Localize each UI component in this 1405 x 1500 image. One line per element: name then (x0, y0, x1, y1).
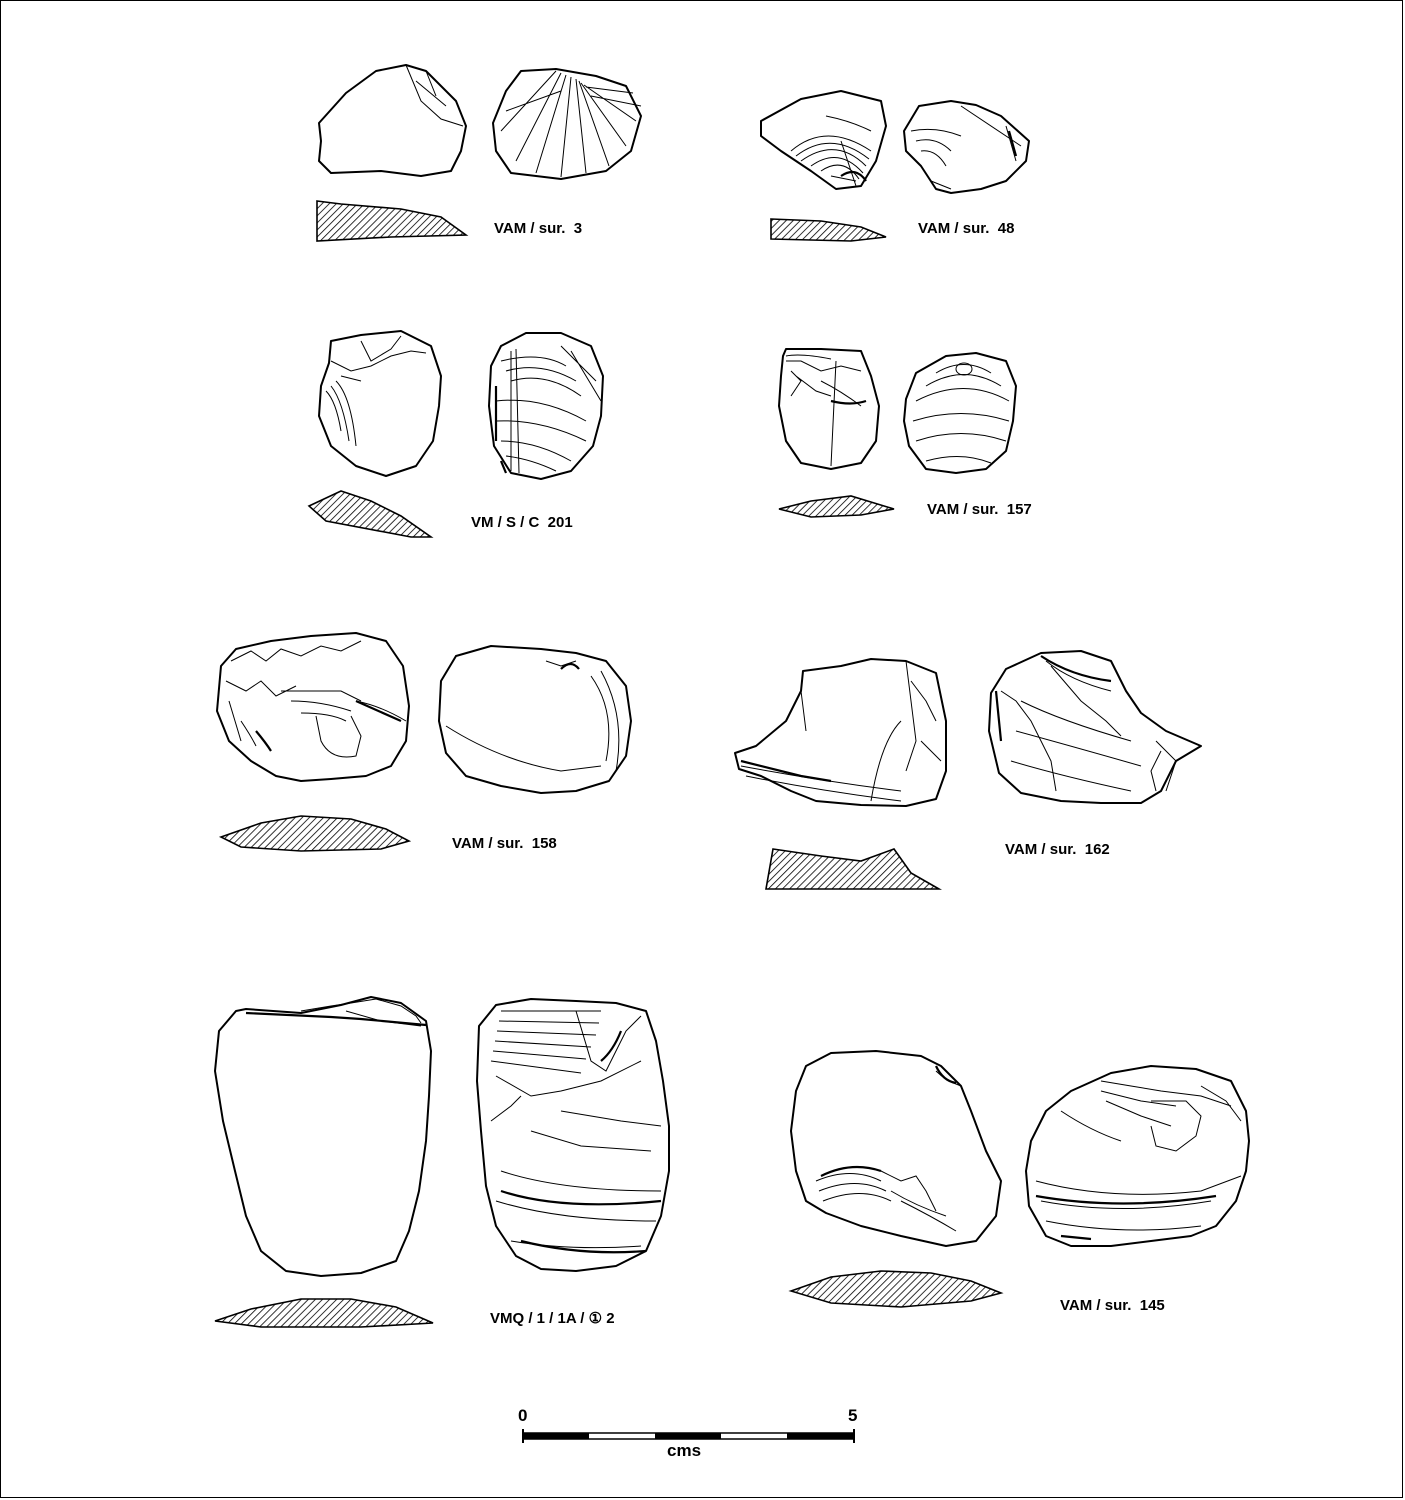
artifact-2-label: VAM / sur. 48 (918, 220, 1015, 237)
artifact-7-section (215, 1299, 433, 1327)
artifact-1-label: VAM / sur. 3 (494, 220, 583, 237)
artifact-3-drawing (309, 331, 603, 537)
artifact-5-ventral (439, 646, 631, 793)
artifact-8-section (791, 1271, 1001, 1307)
artifact-4-ventral (904, 353, 1016, 473)
artifact-8-ventral (791, 1051, 1001, 1246)
artifact-6-section (766, 849, 939, 889)
artifact-5-section (221, 816, 409, 851)
artifact-7-label: VMQ / 1 / 1A / ① 2 (490, 1310, 615, 1327)
artifact-6-ventral (735, 659, 946, 806)
artifact-7-dorsal (215, 997, 431, 1276)
artifact-1-drawing (317, 65, 641, 241)
artifact-5-dorsal (217, 633, 409, 781)
artifact-3-section (309, 491, 431, 537)
scale-start-label: 0 (518, 1406, 528, 1425)
artifact-1-section (317, 201, 466, 241)
artifact-4-section (779, 496, 894, 517)
artifact-2-ventral (904, 101, 1029, 193)
artifact-8-dorsal (1026, 1066, 1249, 1246)
artifact-5-drawing (217, 633, 631, 851)
artifact-3-label: VM / S / C 201 (471, 514, 573, 531)
artifact-7-ventral (477, 999, 669, 1271)
artifact-drawings (1, 1, 1404, 1499)
artifact-4-dorsal (779, 349, 879, 469)
artifact-6-drawing (735, 651, 1201, 889)
artifact-2-drawing (761, 91, 1029, 241)
artifact-5-label: VAM / sur. 158 (452, 835, 557, 852)
artifact-1-dorsal (319, 65, 466, 176)
scale-unit-label: cms (667, 1441, 702, 1460)
artifact-3-ventral (489, 333, 603, 479)
artifact-2-section (771, 219, 886, 241)
artifact-2-dorsal (761, 91, 886, 189)
artifact-1-ventral (493, 69, 641, 179)
artifact-4-label: VAM / sur. 157 (927, 501, 1032, 518)
artifact-4-drawing (779, 349, 1016, 517)
artifact-8-label: VAM / sur. 145 (1060, 1297, 1165, 1314)
artifact-7-drawing (215, 997, 669, 1327)
artifact-8-drawing (791, 1051, 1249, 1307)
scale-end-label: 5 (848, 1406, 858, 1425)
artifact-6-label: VAM / sur. 162 (1005, 841, 1110, 858)
